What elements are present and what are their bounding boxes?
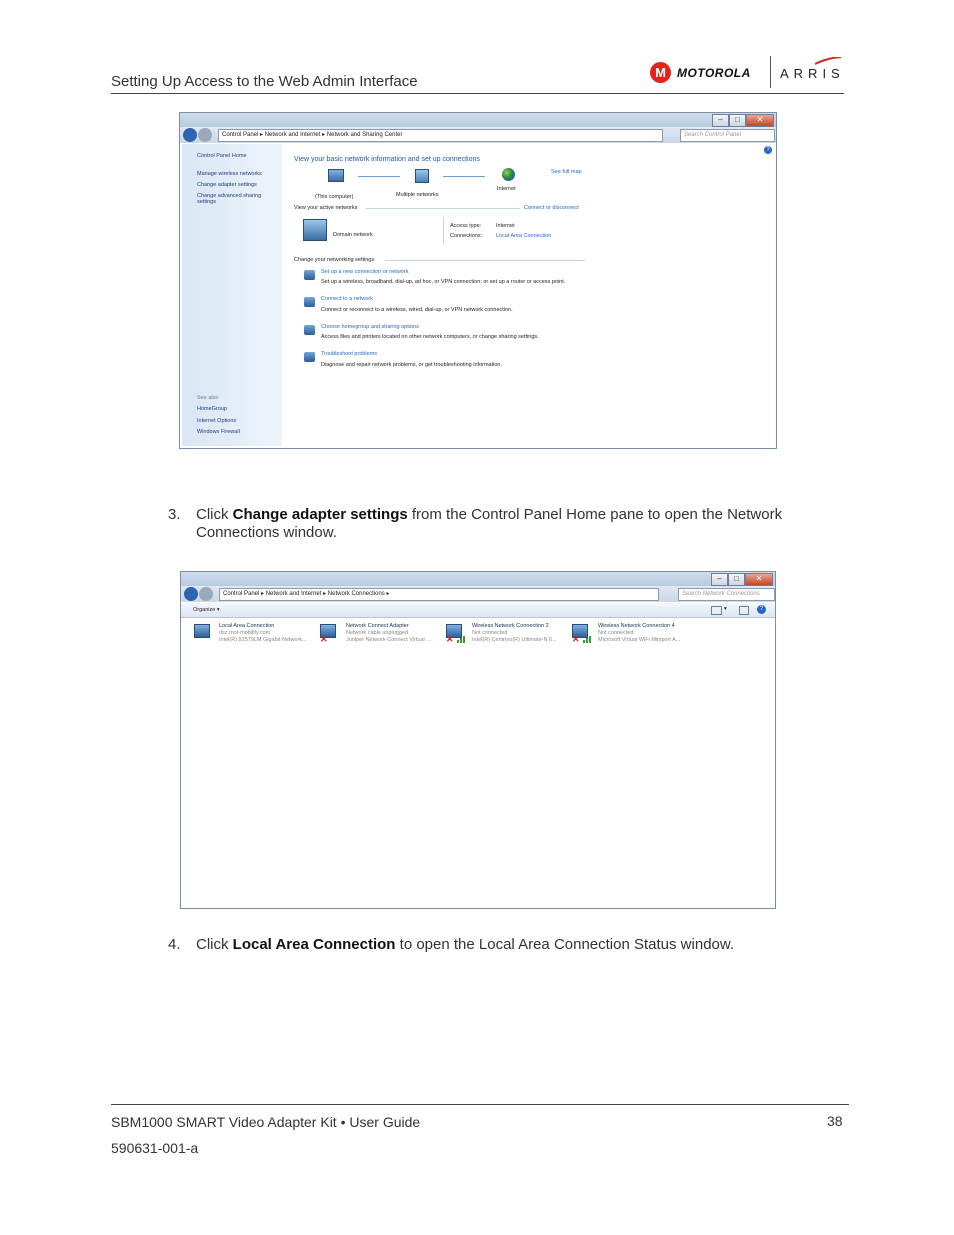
step-4-post: to open the Local Area Connection Status window. xyxy=(399,936,735,953)
breadcrumb-network-internet[interactable]: Network and Internet xyxy=(265,591,322,597)
map-network-label: Multiple networks xyxy=(396,192,439,198)
local-area-connection-link[interactable]: Local Area Connection xyxy=(496,233,552,239)
access-type-value: Internet xyxy=(496,223,515,229)
sidebar-item-homegroup[interactable]: HomeGroup xyxy=(197,406,227,412)
connect-disconnect-link[interactable]: Connect or disconnect xyxy=(524,205,579,211)
minimize-button[interactable]: – xyxy=(712,114,729,127)
signal-bars-icon xyxy=(583,635,591,643)
sidebar-item-sharing[interactable]: Change advanced sharing settings xyxy=(197,193,262,205)
header-rule xyxy=(111,93,844,94)
breadcrumb-control-panel[interactable]: Control Panel xyxy=(223,591,260,597)
task-troubleshoot-link[interactable]: Troubleshoot problems xyxy=(321,351,378,357)
sidebar-item-home[interactable]: Control Panel Home xyxy=(197,153,247,159)
minimize-button[interactable]: – xyxy=(711,573,728,586)
step-4-pre: Click xyxy=(196,936,229,953)
disconnected-x-icon: ✕ xyxy=(446,634,454,644)
connection-name: Wireless Network Connection 4 xyxy=(598,623,675,629)
address-input[interactable]: Control Panel ▸ Network and Internet ▸ Network Connections ▸ xyxy=(219,588,659,601)
settings-label: Change your networking settings xyxy=(294,257,375,263)
active-networks-label: View your active networks xyxy=(294,205,358,211)
sidebar-item-firewall[interactable]: Windows Firewall xyxy=(197,429,240,435)
connections-label: Connections: xyxy=(450,233,483,239)
domain-network-icon xyxy=(303,219,327,241)
connection-device: Microsoft Virtual WiFi Miniport A... xyxy=(598,637,681,643)
motorola-m-icon: M xyxy=(650,62,671,83)
section-rule xyxy=(366,208,520,209)
view-options-icon[interactable] xyxy=(711,606,722,615)
forward-icon[interactable] xyxy=(198,128,212,142)
back-icon[interactable] xyxy=(183,128,197,142)
step-4-bold: Local Area Connection xyxy=(232,936,396,953)
map-internet-label: Internet xyxy=(497,186,516,192)
step-3-text xyxy=(196,506,816,542)
task-homegroup-desc: Access files and printers located on other network computers, or change sharing settings. xyxy=(321,334,539,340)
computer-icon xyxy=(328,169,344,182)
access-type-label: Access type: xyxy=(450,223,482,229)
motorola-wordmark: MOTOROLA xyxy=(677,65,751,80)
connect-network-icon xyxy=(304,297,315,307)
footer-rule xyxy=(111,1104,849,1105)
disconnected-x-icon: ✕ xyxy=(320,634,328,644)
footer-page-number: 38 xyxy=(827,1113,843,1129)
disconnected-x-icon: ✕ xyxy=(572,634,580,644)
connection-device: Intel(R) Centrino(R) Ultimate-N 6... xyxy=(472,637,557,643)
window-titlebar xyxy=(180,113,776,127)
network-sharing-center-window xyxy=(179,112,777,449)
step-3-pre: Click xyxy=(196,506,229,523)
homegroup-icon xyxy=(304,325,315,335)
domain-network-name: Domain network xyxy=(333,232,373,238)
arris-swoosh-icon xyxy=(815,57,841,65)
preview-pane-icon[interactable] xyxy=(739,606,749,615)
maximize-button[interactable]: □ xyxy=(728,573,745,586)
map-line xyxy=(358,176,400,177)
connection-status: Not connected xyxy=(598,630,634,636)
close-button[interactable]: ✕ xyxy=(745,573,773,586)
footer-doc-title: SBM1000 SMART Video Adapter Kit • User Guide xyxy=(111,1114,421,1130)
connection-status: Network cable unplugged xyxy=(346,630,409,636)
task-setup-desc: Set up a wireless, broadband, dial-up, ad hoc, or VPN connection; or set up a router or access point. xyxy=(321,279,566,285)
signal-bars-icon xyxy=(457,635,465,643)
connection-device: Intel(R) 82579LM Gigabit Network... xyxy=(219,637,307,643)
page-heading: View your basic network information and set up connections xyxy=(294,156,480,163)
arris-logo: ARRIS xyxy=(780,66,845,81)
map-computer-label: (This computer) xyxy=(315,194,354,200)
step-3-number: 3. xyxy=(168,506,181,523)
connection-name: Local Area Connection xyxy=(219,623,275,629)
task-connect-link[interactable]: Connect to a network xyxy=(321,296,373,302)
page-header-title: Setting Up Access to the Web Admin Interface xyxy=(111,73,418,90)
back-icon[interactable] xyxy=(184,587,198,601)
motorola-logo xyxy=(650,62,751,83)
task-setup-link[interactable]: Set up a new connection or network xyxy=(321,269,409,275)
close-button[interactable]: ✕ xyxy=(746,114,774,127)
window-titlebar xyxy=(181,572,775,586)
command-bar xyxy=(181,603,775,618)
help-icon[interactable]: ? xyxy=(757,605,766,614)
map-line xyxy=(443,176,485,177)
step-3-bold: Change adapter settings xyxy=(232,506,408,523)
step-4-text xyxy=(196,936,816,954)
help-icon[interactable]: ? xyxy=(764,146,772,154)
network-adapter-icon xyxy=(194,624,210,638)
address-bar xyxy=(180,127,776,143)
address-bar xyxy=(181,586,775,602)
task-homegroup-link[interactable]: Choose homegroup and sharing options xyxy=(321,324,419,330)
setup-connection-icon xyxy=(304,270,315,280)
search-input[interactable]: Search Network Connections xyxy=(678,588,775,601)
connection-name: Network Connect Adapter xyxy=(346,623,409,629)
breadcrumb-control-panel[interactable]: Control Panel xyxy=(222,132,259,138)
logo-divider xyxy=(770,56,771,88)
connection-status: dsz.mot-mobility.com xyxy=(219,630,271,636)
section-rule xyxy=(385,260,585,261)
connection-device: Juniper Network Connect Virtual ... xyxy=(346,637,431,643)
network-connections-window xyxy=(180,571,776,909)
breadcrumb-network-connections[interactable]: Network Connections xyxy=(327,591,385,597)
network-icon xyxy=(415,169,429,183)
sidebar-item-adapter[interactable]: Change adapter settings xyxy=(197,182,257,188)
forward-icon[interactable] xyxy=(199,587,213,601)
breadcrumb-network-internet[interactable]: Network and Internet xyxy=(264,132,321,138)
see-full-map-link[interactable]: See full map xyxy=(551,169,582,175)
sidebar xyxy=(182,144,282,446)
address-input[interactable]: Control Panel ▸ Network and Internet ▸ Network and Sharing Center xyxy=(218,129,663,142)
sidebar-item-internet-options[interactable]: Internet Options xyxy=(197,418,237,424)
connection-name: Wireless Network Connection 2 xyxy=(472,623,549,629)
organize-menu[interactable]: Organize ▾ xyxy=(193,607,220,613)
sidebar-item-wireless[interactable]: Manage wireless networks xyxy=(197,171,262,177)
task-connect-desc: Connect or reconnect to a wireless, wired, dial-up, or VPN network connection. xyxy=(321,307,513,313)
task-troubleshoot-desc: Diagnose and repair network problems, or get troubleshooting information. xyxy=(321,362,502,368)
step-4-number: 4. xyxy=(168,936,181,953)
chevron-down-icon[interactable]: ▾ xyxy=(724,606,727,612)
step-3-line2: Connections window. xyxy=(196,524,337,541)
troubleshoot-icon xyxy=(304,352,315,362)
see-also-label: See also xyxy=(197,395,219,401)
divider xyxy=(443,217,444,245)
step-3-post: from the Control Panel Home pane to open the Network xyxy=(411,506,783,523)
internet-globe-icon xyxy=(502,168,515,181)
footer-doc-number: 590631-001-a xyxy=(111,1140,199,1156)
breadcrumb-sharing-center[interactable]: Network and Sharing Center xyxy=(326,132,403,138)
connection-status: Not connected xyxy=(472,630,508,636)
search-input[interactable]: Search Control Panel xyxy=(680,129,775,142)
maximize-button[interactable]: □ xyxy=(729,114,746,127)
